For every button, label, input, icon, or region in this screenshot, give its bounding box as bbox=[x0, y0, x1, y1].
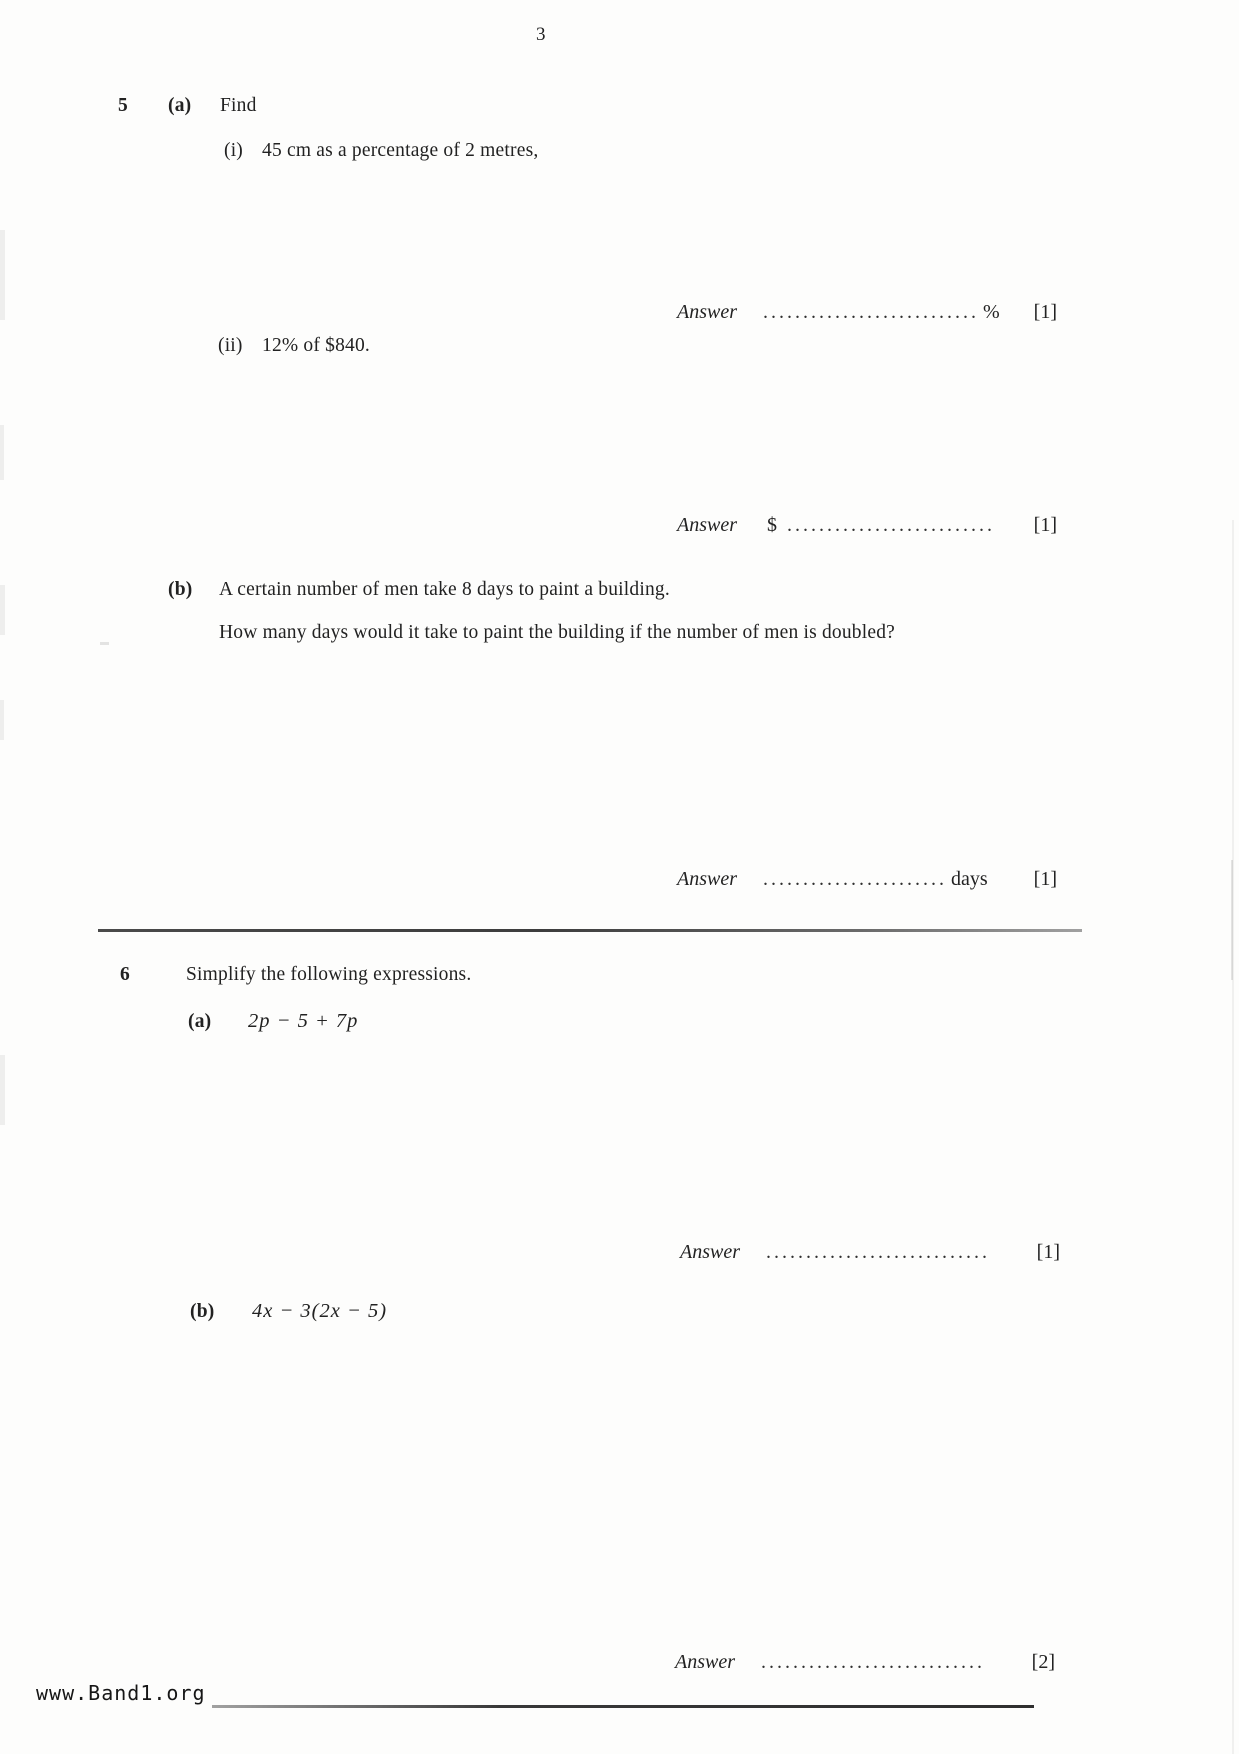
answer-unit: days bbox=[951, 868, 988, 890]
scan-artifact bbox=[0, 585, 5, 635]
answer-dotted-blank: .......................... bbox=[787, 514, 995, 536]
answer-line-days bbox=[677, 868, 1057, 891]
answer-line-percent bbox=[677, 301, 1057, 324]
q6a-expression: 2p − 5 + 7p bbox=[248, 1010, 359, 1032]
answer-marks: [1] bbox=[1033, 301, 1057, 323]
answer-dotted-blank: ............................ bbox=[766, 1241, 990, 1263]
answer-marks: [1] bbox=[1036, 1241, 1060, 1263]
scan-artifact bbox=[0, 425, 4, 480]
q5a-label: (a) bbox=[168, 95, 192, 116]
answer-label: Answer bbox=[677, 868, 737, 890]
scan-artifact bbox=[100, 642, 109, 645]
answer-marks: [1] bbox=[1033, 868, 1057, 890]
q5a-ii-label: (ii) bbox=[218, 335, 243, 356]
q5b-line1: A certain number of men take 8 days to paint a building. bbox=[219, 579, 670, 600]
scan-artifact bbox=[0, 700, 4, 740]
q6-title: Simplify the following expressions. bbox=[186, 964, 472, 985]
section-divider bbox=[98, 929, 1082, 932]
answer-currency-prefix: $ bbox=[767, 514, 777, 536]
answer-line-q6b bbox=[675, 1651, 1055, 1674]
answer-line-q6a bbox=[680, 1241, 1060, 1264]
answer-dotted-blank: ....................... bbox=[763, 868, 947, 890]
scan-artifact bbox=[1231, 860, 1233, 980]
q6b-label: (b) bbox=[190, 1301, 215, 1322]
answer-unit: % bbox=[983, 301, 1000, 323]
page-number: 3 bbox=[536, 24, 546, 45]
answer-dotted-blank: ........................... bbox=[763, 301, 979, 323]
answer-line-dollars bbox=[677, 514, 1057, 537]
q5a-i-label: (i) bbox=[224, 140, 244, 161]
answer-marks: [2] bbox=[1031, 1651, 1055, 1673]
q5b-label: (b) bbox=[168, 579, 193, 600]
answer-label: Answer bbox=[677, 301, 737, 323]
answer-marks: [1] bbox=[1033, 514, 1057, 536]
q6b-expression: 4x − 3(2x − 5) bbox=[252, 1300, 388, 1322]
scan-artifact bbox=[0, 1055, 5, 1125]
footer-rule bbox=[212, 1705, 1034, 1708]
scan-artifact bbox=[0, 230, 5, 320]
footer-watermark-url: www.Band1.org bbox=[36, 1681, 206, 1705]
q5a-i-text: 45 cm as a percentage of 2 metres, bbox=[262, 140, 539, 161]
answer-label: Answer bbox=[677, 514, 737, 536]
answer-label: Answer bbox=[675, 1651, 735, 1673]
q5-number: 5 bbox=[118, 95, 128, 116]
q6-number: 6 bbox=[120, 964, 130, 985]
q5b-line2: How many days would it take to paint the building if the number of men is doubled? bbox=[219, 622, 896, 643]
answer-dotted-blank: ............................ bbox=[761, 1651, 985, 1673]
answer-label: Answer bbox=[680, 1241, 740, 1263]
q6a-label: (a) bbox=[188, 1011, 212, 1032]
q5a-ii-text: 12% of $840. bbox=[262, 335, 371, 356]
q5a-intro: Find bbox=[220, 95, 257, 116]
scan-artifact bbox=[1232, 520, 1234, 1754]
